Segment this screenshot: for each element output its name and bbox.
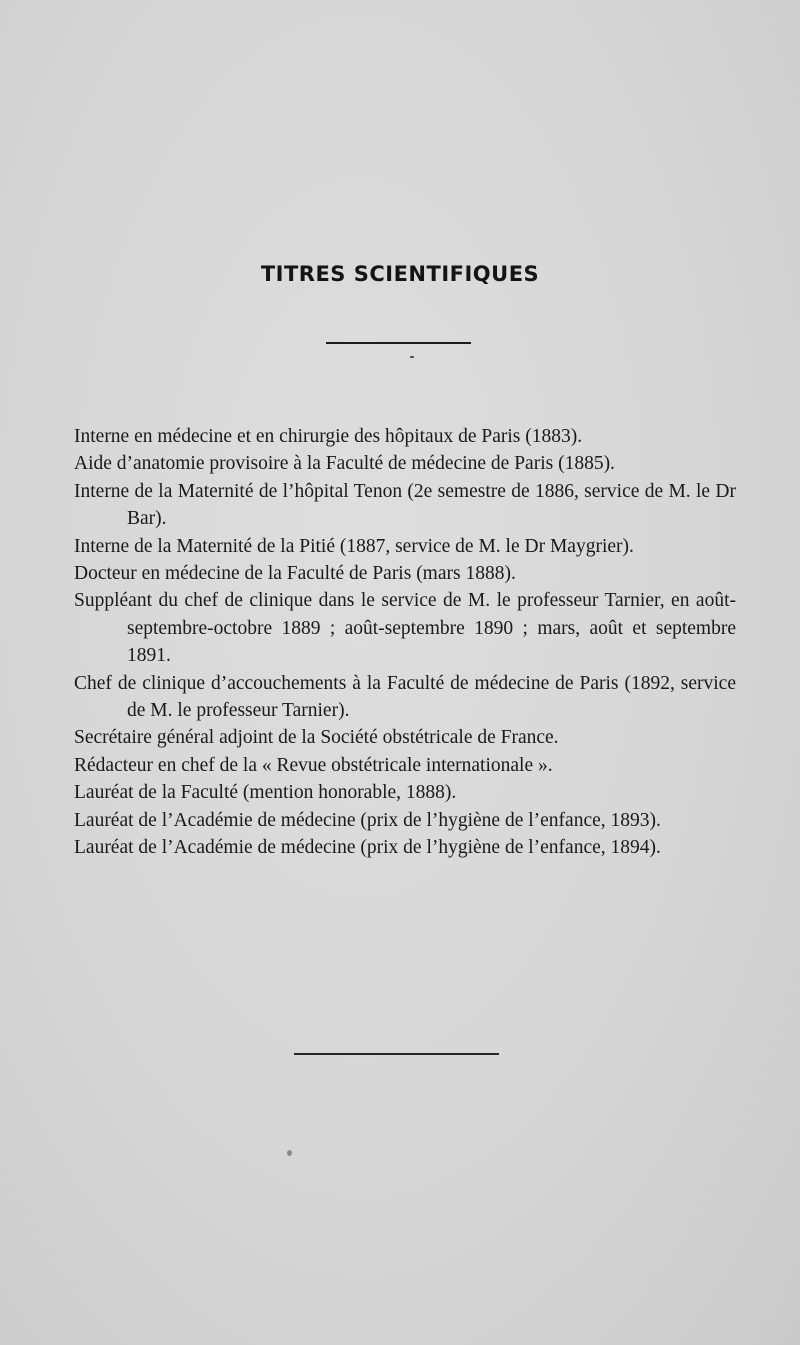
title-underline-rule — [326, 342, 471, 344]
list-item: Lauréat de l’Académie de médecine (prix de l’hygiène de l’enfance, 1894). — [74, 837, 661, 859]
list-item: Rédacteur en chef de la « Revue obstétricale internationale ». — [74, 754, 553, 776]
list-item: Lauréat de l’Académie de médecine (prix de l’hygiène de l’enfance, 1893). — [74, 809, 661, 831]
closing-rule — [294, 1053, 499, 1055]
list-item: Interne en médecine et en chirurgie des hôpitaux de Paris (1883). — [74, 426, 583, 447]
list-item: Suppléant du chef de clinique dans le service de M. le professeur Tarnier, en août-septembre-octobre 1889 ; août-septembre 1890 ; mars, août et septembre 1891. — [74, 590, 736, 667]
list-item: Lauréat de la Faculté (mention honorable, 1888). — [74, 782, 457, 804]
titles-list — [74, 423, 736, 862]
print-speck — [410, 356, 414, 358]
print-dot — [287, 1150, 292, 1156]
list-item: Docteur en médecine de la Faculté de Paris (mars 1888). — [74, 563, 516, 585]
list-item: Chef de clinique d’accouchements à la Faculté de médecine de Paris (1892, service de M. le professeur Tarnier). — [74, 672, 736, 722]
page-title: TITRES SCIENTIFIQUES — [260, 262, 540, 286]
list-item: Aide d’anatomie provisoire à la Faculté de médecine de Paris (1885). — [74, 453, 615, 475]
list-item: Interne de la Maternité de la Pitié (1887, service de M. le Dr Maygrier). — [74, 535, 634, 557]
list-item: Secrétaire général adjoint de la Société obstétricale de France. — [74, 727, 559, 749]
list-item: Interne de la Maternité de l’hôpital Tenon (2e semestre de 1886, service de M. le Dr Bar). — [74, 480, 736, 530]
